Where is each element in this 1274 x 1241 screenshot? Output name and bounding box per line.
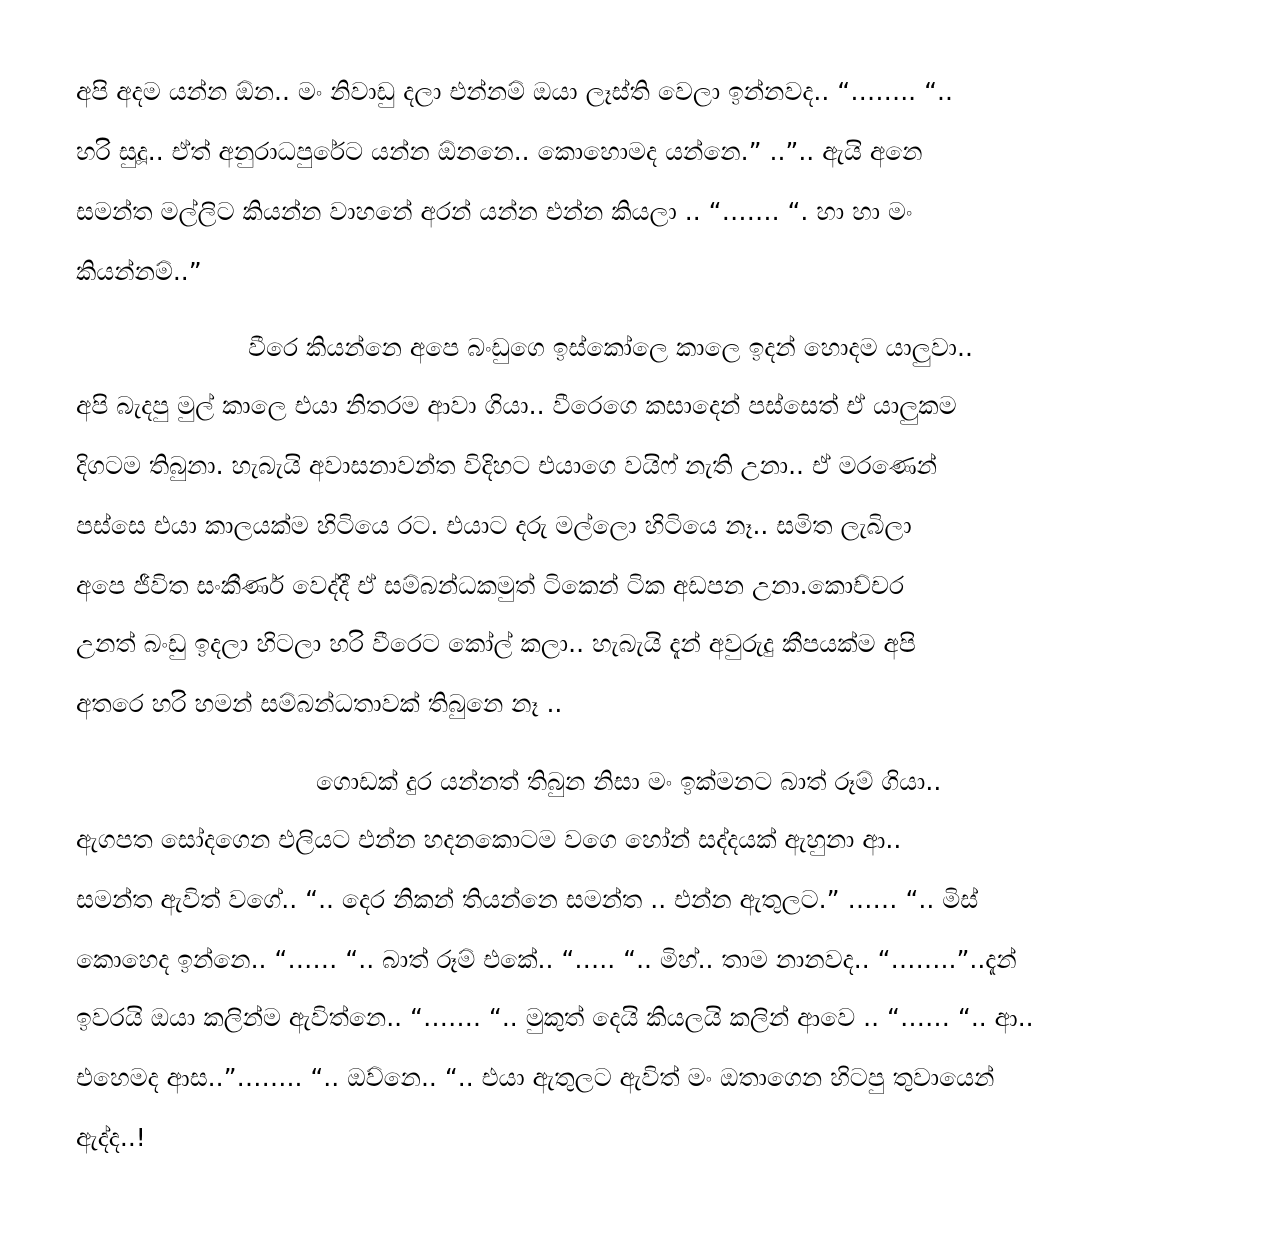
text-line: ඇගපත සෝදගෙන එලියට එන්න හදනකොටම වගෙ හෝන් සද්දයක් ඇහුනා ආ.. (76, 825, 902, 854)
text-line: අපි බැදපු මුල් කාලෙ එයා නිතරම ආවා ගියා.. වීරෙගෙ කසාදෙන් පස්සෙත් ඒ යාලුකම (76, 391, 957, 420)
text-line: ඇද්ද..! (76, 1123, 146, 1152)
text-line: අපෙ ජීවිත සංකීර්ණ වෙද්දී ඒ සම්බන්ධකමුත් ටිකෙන් ටික අඩපන උනා.කොච්චර (76, 571, 905, 600)
text-line: කොහෙද ඉන්නෙ.. “…… “.. බාත් රූම් එකේ.. “….. “.. මිහ්.. තාම නානවද.. “……..”..දැන් (76, 945, 1017, 974)
text-line: ගොඩක් දුර යන්නත් තිබුන නිසා මං ඉක්මනට බාත් රූම් ගියා.. (316, 767, 942, 796)
text-line: වීරෙ කියන්නෙ අපෙ බංඩුගෙ ඉස්කෝලෙ කාලෙ ඉදන් හොදම යාලුවා.. (248, 333, 973, 362)
text-line: එහෙමද ආස..”…….. “.. ඔව්නෙ.. “.. එයා ඇතුලට ඇවිත් මං ඔතාගෙන හිටපු තුවායෙන් (76, 1063, 995, 1092)
text-line: අතරෙ හරි හමන් සම්බන්ධතාවක් තිබුනෙ නෑ .. (76, 689, 563, 718)
text-line: ඉවරයි ඔයා කලින්ම ඇවිත්නෙ.. “……. “.. මුකුත් දෙයි කියලයි කලින් ආවෙ .. “…… “.. ආ.. (76, 1003, 1034, 1032)
text-line: සමන්ත මල්ලිට කියන්න වාහනේ අරන් යන්න එන්න කියලා .. “……. “. හා හා මං (76, 197, 913, 226)
text-line: හරි සුදූ.. ඒත් අනුරාධපුරේට යන්න ඕනනෙ.. කොහොමද යන්නෙ.” ..”.. ඇයි අනෙ (76, 137, 923, 166)
text-line: සමන්ත ඇවිත් වගේ.. “.. දෙර නිකන් තියන්නෙ සමන්ත .. එන්න ඇතුලට.” …… “.. මිස් (76, 885, 979, 914)
text-line: කියන්නම්..” (76, 257, 202, 286)
text-line: පස්සෙ එයා කාලයක්ම හිටියෙ රට. එයාට දරු මල්ලො හිටියෙ නෑ.. සමිත ලැබිලා (76, 511, 912, 540)
text-line: උනත් බංඩු ඉදලා හිටලා හරි වීරෙට කෝල් කලා.. හැබැයි දැන් අවුරුදු කීපයක්ම අපි (76, 629, 916, 658)
text-line: අපි අදම යන්න ඕන.. මං නිවාඩු දලා එන්නම් ඔයා ලෑස්ති වෙලා ඉන්නවද.. “…….. “.. (76, 77, 953, 106)
text-line: දිගටම තිබුනා. හැබැයි අවාසනාවන්ත විදිහට එයාගෙ වයිෆ් නැති උනා.. ඒ මරණෙන් (76, 451, 938, 480)
